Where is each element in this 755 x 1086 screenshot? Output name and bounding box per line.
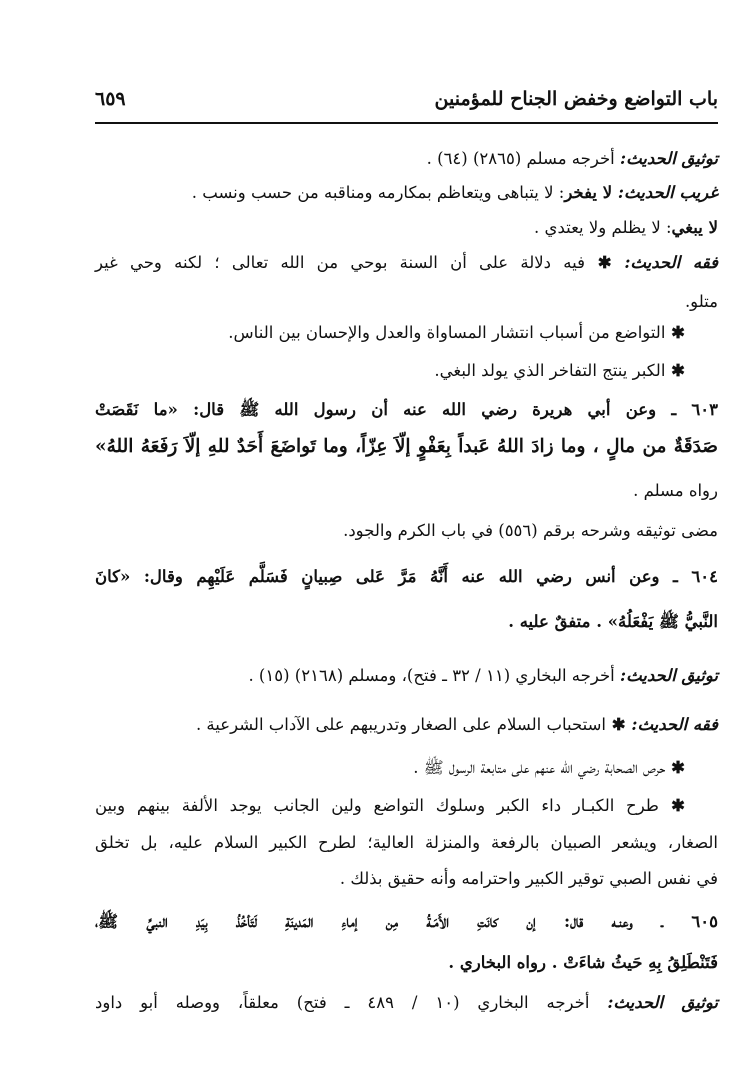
hadith-text: ٦٠٤ ـ وعن أنس رضي الله عنه أَنَّهُ مَرَّ عَلى صِبيانٍ فَسَلَّم عَلَيْهِم وقال: «كانَ: [95, 567, 718, 586]
section-label: توثيق الحديث:: [607, 993, 718, 1012]
bullet-mark: ✱: [665, 323, 685, 342]
hadith-text: ٦٠٥ ـ وعنـه قال: إن كانَتِ الأَمَـةُ مِن إماءِ المَدينَةِ لَتَأخُذُ بِيَدِ النبيِّ ﷺ،: [95, 912, 718, 931]
line-fiqh-1-cont: [685, 289, 718, 315]
bullet-item-cont: [340, 866, 718, 892]
hadith-603-line-2: [95, 434, 718, 460]
bullet-item: [413, 755, 685, 781]
line-text: أخرجه مسلم (٢٨٦٥) (٦٤) .: [426, 149, 620, 168]
line-takhrij-1: [427, 146, 718, 172]
page-number: ٦٥٩: [95, 88, 126, 110]
line-term-yabghi: [534, 215, 718, 241]
hadith-text: ٦٠٣ ـ وعن أبي هريرة رضي الله عنه أن رسول الله ﷺ قال: «ما نَقَصَتْ: [95, 400, 718, 419]
line-text: استحباب السلام على الصغار وتدريبهم على الآداب الشرعية .: [195, 715, 607, 734]
bullet-mark: ✱: [658, 796, 685, 815]
line-text: حرص الصحابة رضي الله عنهم على متابعة الرسول ﷺ .: [413, 758, 666, 777]
line-text: الصغار، ويشعر الصبيان بالرفعة والمنزلة العالية؛ لطرح الكبير السلام عليه، بل تخلق: [95, 833, 718, 852]
line-text: طرح الكبـار داء الكبر وسلوك التواضع ولين الجانب يوجد الألفة بينهم وبين: [95, 796, 659, 815]
section-label: توثيق الحديث:: [619, 666, 718, 685]
hadith-604-line-1: [95, 564, 718, 590]
line-text: مضى توثيقه وشرحه برقم (٥٥٦) في باب الكرم والجود.: [343, 521, 718, 540]
bullet-mark: ✱: [665, 758, 685, 777]
line-text: متلو.: [684, 292, 718, 311]
hadith-605-line-1: [95, 909, 718, 935]
line-text: أخرجه البخاري (١٠ / ٤٨٩ ـ فتح) معلقاً، ووصله أبو داود: [95, 993, 608, 1012]
bullet-item: [434, 358, 685, 384]
section-label: فقه الحديث:: [631, 715, 718, 734]
bullet-item-cont: [95, 830, 718, 856]
hadith-604-line-2: [508, 609, 718, 635]
section-label: غريب الحديث:: [617, 183, 718, 202]
hadith-605-line-2: [448, 950, 718, 976]
hadith-603-line-1: [95, 397, 718, 423]
bullet-item: [228, 320, 685, 346]
line-fiqh-1: [95, 250, 718, 276]
term: لا يفخر: [564, 183, 618, 202]
line-text: الكبر ينتج التفاخر الذي يولد البغي.: [434, 361, 666, 380]
line-text: فيه دلالة على أن السنة بوحي من الله تعالى ؛ لكنه وحي غير: [95, 253, 585, 272]
chapter-title: باب التواضع وخفض الجناح للمؤمنين: [434, 88, 718, 110]
line-text: أخرجه البخاري (١١ / ٣٢ ـ فتح)، ومسلم (٢١٦٨) (١٥) .: [248, 666, 620, 685]
bullet-mark: ✱: [584, 253, 625, 272]
line-gharib: [192, 180, 718, 206]
section-label: توثيق الحديث:: [619, 149, 718, 168]
hadith-source: [633, 478, 718, 504]
bullet-mark: ✱: [665, 361, 685, 380]
hadith-text: النَّبيُّ ﷺ يَفْعَلُهُ» . متفقٌ عليه .: [508, 612, 718, 631]
section-label: فقه الحديث:: [624, 253, 718, 272]
line-text: في نفس الصبي توقير الكبير واحترامه وأنه حقيق بذلك .: [339, 869, 718, 888]
line-text: : لا يظلم ولا يعتدي .: [534, 218, 672, 237]
line-takhrij-2: [248, 663, 718, 689]
line-text: : لا يتباهى ويتعاظم بمكارمه ومناقبه من حسب ونسب .: [191, 183, 565, 202]
page-header: [95, 86, 718, 124]
cross-reference: [343, 518, 718, 544]
line-takhrij-3: [95, 990, 718, 1016]
line-text: رواه مسلم .: [633, 481, 718, 500]
bullet-item: [95, 793, 685, 819]
bullet-mark: ✱: [606, 715, 632, 734]
line-text: التواضع من أسباب انتشار المساواة والعدل والإحسان بين الناس.: [228, 323, 666, 342]
hadith-text: صَدَقَةٌ من مالٍ ، وما زادَ اللهُ عَبداً بِعَفْوٍ إلّاَ عِزّاً، وما تَواضَعَ أَحَدٌ للهِ إلّاَ رَفَعَهُ اللهُ»: [95, 436, 718, 457]
hadith-text: فَتَنْطَلِقُ بِهِ حَيثُ شاءَتْ . رواه البخاري .: [448, 953, 718, 972]
line-fiqh-2: [196, 712, 718, 738]
term: لا يبغي: [671, 218, 718, 237]
